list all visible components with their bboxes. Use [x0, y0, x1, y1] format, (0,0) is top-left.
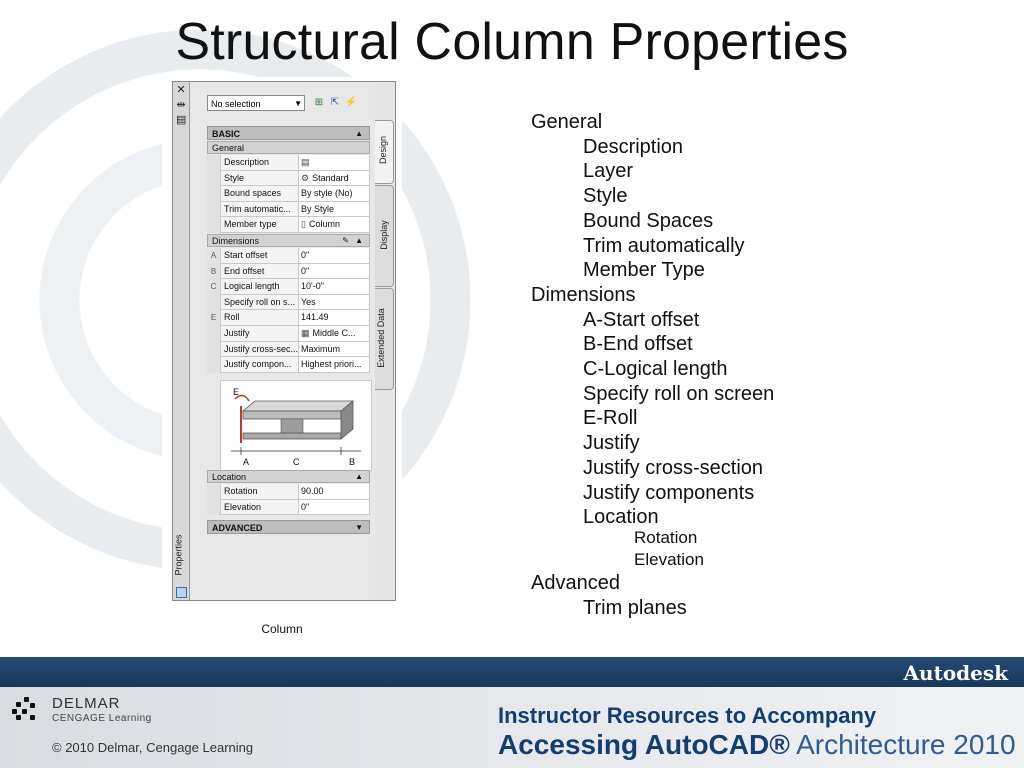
property-value[interactable]	[299, 357, 370, 373]
property-label: Justify cross-sec...	[220, 342, 299, 358]
property-label: End offset	[220, 264, 299, 280]
dimension-row[interactable]	[207, 357, 370, 373]
dimension-row[interactable]	[207, 248, 370, 264]
dimension-row[interactable]	[207, 264, 370, 280]
property-value-text: 0"	[301, 265, 310, 276]
justify-grid-icon: ▦	[301, 328, 310, 338]
general-row[interactable]	[207, 217, 370, 233]
diagram-label-c: C	[293, 457, 300, 467]
property-value[interactable]	[299, 310, 370, 326]
property-label: Rotation	[220, 484, 299, 500]
property-value[interactable]	[299, 279, 370, 295]
property-label: Bound spaces	[220, 186, 299, 202]
property-value[interactable]	[299, 326, 370, 342]
property-value[interactable]	[299, 342, 370, 358]
outline-item-level-2: Member Type	[583, 259, 705, 282]
property-value-text: Middle C...	[312, 328, 356, 338]
property-value-text: 0"	[301, 250, 310, 260]
section-advanced[interactable]: ADVANCED ▼	[207, 520, 370, 534]
row-key-letter	[207, 202, 220, 218]
property-value-text: Maximum	[301, 343, 341, 354]
row-key-letter	[207, 171, 220, 187]
book-line-1: Instructor Resources to Accompany	[498, 703, 877, 728]
specify-roll-icon	[207, 295, 220, 311]
footer-band	[0, 657, 1024, 687]
row-key-letter	[207, 484, 220, 500]
screenshot-caption: Column	[261, 622, 303, 636]
copyright-text: © 2010 Delmar, Cengage Learning	[52, 740, 254, 755]
quick-select-icon[interactable]: ⚡	[344, 97, 358, 108]
palette-menu-icon[interactable]: ▤	[176, 114, 187, 126]
property-value[interactable]	[299, 155, 370, 171]
autohide-icon[interactable]: ⇹	[176, 99, 186, 111]
section-basic[interactable]: BASIC ▲	[207, 126, 370, 140]
row-key-letter	[207, 217, 220, 233]
description-edit-icon: ▤	[301, 157, 310, 167]
property-value[interactable]	[299, 217, 370, 233]
general-row[interactable]	[207, 155, 370, 171]
book-line-2: Accessing AutoCAD® Architecture 2010	[498, 729, 1016, 760]
outline-item-level-3: Elevation	[634, 550, 704, 570]
palette-left-strip	[173, 82, 190, 600]
dimension-row[interactable]	[207, 295, 370, 311]
location-row[interactable]	[207, 484, 370, 500]
outline-item-level-2: C-Logical length	[583, 358, 728, 380]
property-label: Elevation	[220, 500, 299, 516]
selection-dropdown[interactable]: No selection ▼	[207, 95, 305, 111]
row-key-letter	[207, 186, 220, 202]
outline-item-level-1: General	[531, 111, 603, 133]
row-key-letter: B	[207, 264, 220, 280]
outline-item-level-1: Advanced	[531, 572, 620, 595]
property-value[interactable]	[299, 171, 370, 187]
worksheet-icon[interactable]: ✎	[342, 236, 349, 245]
property-value-text: Highest priori...	[301, 359, 362, 370]
outline-item-level-2: Justify cross-section	[583, 456, 764, 479]
dimension-row[interactable]	[207, 310, 370, 326]
collapse-icon: ▲	[355, 236, 363, 245]
property-label: Roll	[220, 310, 299, 326]
property-label: Logical length	[220, 279, 299, 295]
property-value[interactable]	[299, 484, 370, 500]
general-row[interactable]	[207, 202, 370, 218]
property-label: Justify	[220, 326, 299, 342]
subsection-dimensions[interactable]: Dimensions ✎ ▲	[207, 234, 370, 247]
property-value[interactable]	[299, 248, 370, 264]
row-key-letter	[207, 326, 220, 342]
property-value[interactable]	[299, 186, 370, 202]
property-value-text: 10'-0"	[301, 281, 324, 292]
palette-toolbar	[190, 92, 375, 114]
subsection-general[interactable]: General	[207, 141, 370, 154]
property-label: Style	[220, 171, 299, 187]
diagram-label-b: B	[349, 457, 356, 467]
properties-title-tab: Properties	[173, 534, 184, 576]
row-key-letter	[207, 500, 220, 516]
outline-item-level-2: Layer	[583, 160, 634, 183]
property-label: Start offset	[220, 248, 299, 264]
close-icon[interactable]: ✕	[176, 84, 186, 96]
outline-item-level-1: Dimensions	[531, 283, 636, 306]
outline-item-level-2: A-Start offset	[583, 308, 700, 331]
diagram-label-a: A	[243, 457, 250, 467]
subsection-location[interactable]: Location ▲	[207, 470, 370, 483]
diagram-label-e: E	[233, 387, 240, 397]
property-value-text: Standard	[312, 172, 349, 183]
outline-item-level-2: Trim planes	[583, 596, 687, 619]
palette-main	[190, 82, 375, 600]
member-type-icon: ▯	[301, 219, 306, 230]
outline-item-level-2: E-Roll	[583, 407, 638, 430]
tab-design[interactable]: Design	[375, 120, 394, 184]
row-key-letter: A	[207, 248, 220, 264]
outline-item-level-2: Trim automatically	[583, 234, 745, 257]
property-label: Justify compon...	[220, 357, 299, 373]
property-value-text: 90.00	[301, 486, 324, 496]
row-key-letter: C	[207, 279, 220, 295]
outline-item-level-2: Justify components	[583, 481, 755, 504]
collapse-icon: ▲	[355, 472, 363, 481]
outline-item-level-2: Specify roll on screen	[583, 382, 775, 405]
outline-item-level-2: Style	[583, 185, 628, 208]
select-objects-icon[interactable]: ⇱	[330, 97, 340, 108]
autodesk-logo: Autodesk	[903, 661, 1008, 685]
outline-item-level-2: B-End offset	[583, 333, 693, 356]
property-value[interactable]	[299, 202, 370, 218]
properties-palette	[172, 81, 396, 601]
property-label: Trim automatic...	[220, 202, 299, 218]
row-key-letter	[207, 357, 220, 373]
property-value-text: Yes	[301, 296, 316, 307]
general-row[interactable]	[207, 171, 370, 187]
location-row[interactable]	[207, 500, 370, 516]
outline-item-level-2: Description	[583, 135, 684, 158]
row-key-letter	[207, 155, 220, 171]
property-value[interactable]	[299, 295, 370, 311]
property-value-text: By Style	[301, 203, 335, 214]
property-value[interactable]	[299, 264, 370, 280]
outline-item-level-2: Justify	[583, 432, 640, 455]
style-icon: ⚙	[301, 172, 310, 183]
property-value-text: By style (No)	[301, 188, 353, 199]
property-value-text: 141.49	[301, 312, 329, 323]
property-label: Description	[220, 155, 299, 171]
delmar-mark-icon	[12, 697, 38, 721]
row-key-letter	[207, 342, 220, 358]
chevron-down-icon: ▼	[355, 523, 363, 532]
dimension-row[interactable]	[207, 279, 370, 295]
property-value-text: 0"	[301, 501, 310, 512]
outline-item-level-3: Rotation	[634, 528, 698, 548]
tab-display[interactable]: Display	[375, 185, 394, 287]
properties-palette-screenshot	[162, 77, 402, 647]
property-value-text: Column	[308, 219, 340, 230]
outline-item-level-2: Location	[583, 506, 659, 529]
palette-tabs	[375, 82, 395, 600]
palette-settings-icon[interactable]	[176, 587, 187, 598]
collapse-icon: ▲	[355, 129, 363, 138]
slide-title: Structural Column Properties	[175, 13, 849, 71]
dimension-row[interactable]	[207, 342, 370, 358]
general-row[interactable]	[207, 186, 370, 202]
member-dimension-diagram	[220, 380, 372, 472]
outline-item-level-2: Bound Spaces	[583, 209, 714, 232]
chevron-down-icon: ▼	[294, 99, 302, 108]
property-value[interactable]	[299, 500, 370, 516]
row-key-letter: E	[207, 310, 220, 326]
dimension-row[interactable]	[207, 326, 370, 342]
property-label: Member type	[220, 217, 299, 233]
toggle-pickadd-icon[interactable]: ⊞	[314, 97, 324, 108]
property-label: Specify roll on s...	[220, 295, 299, 311]
tab-extended-data[interactable]: Extended Data	[375, 288, 394, 390]
